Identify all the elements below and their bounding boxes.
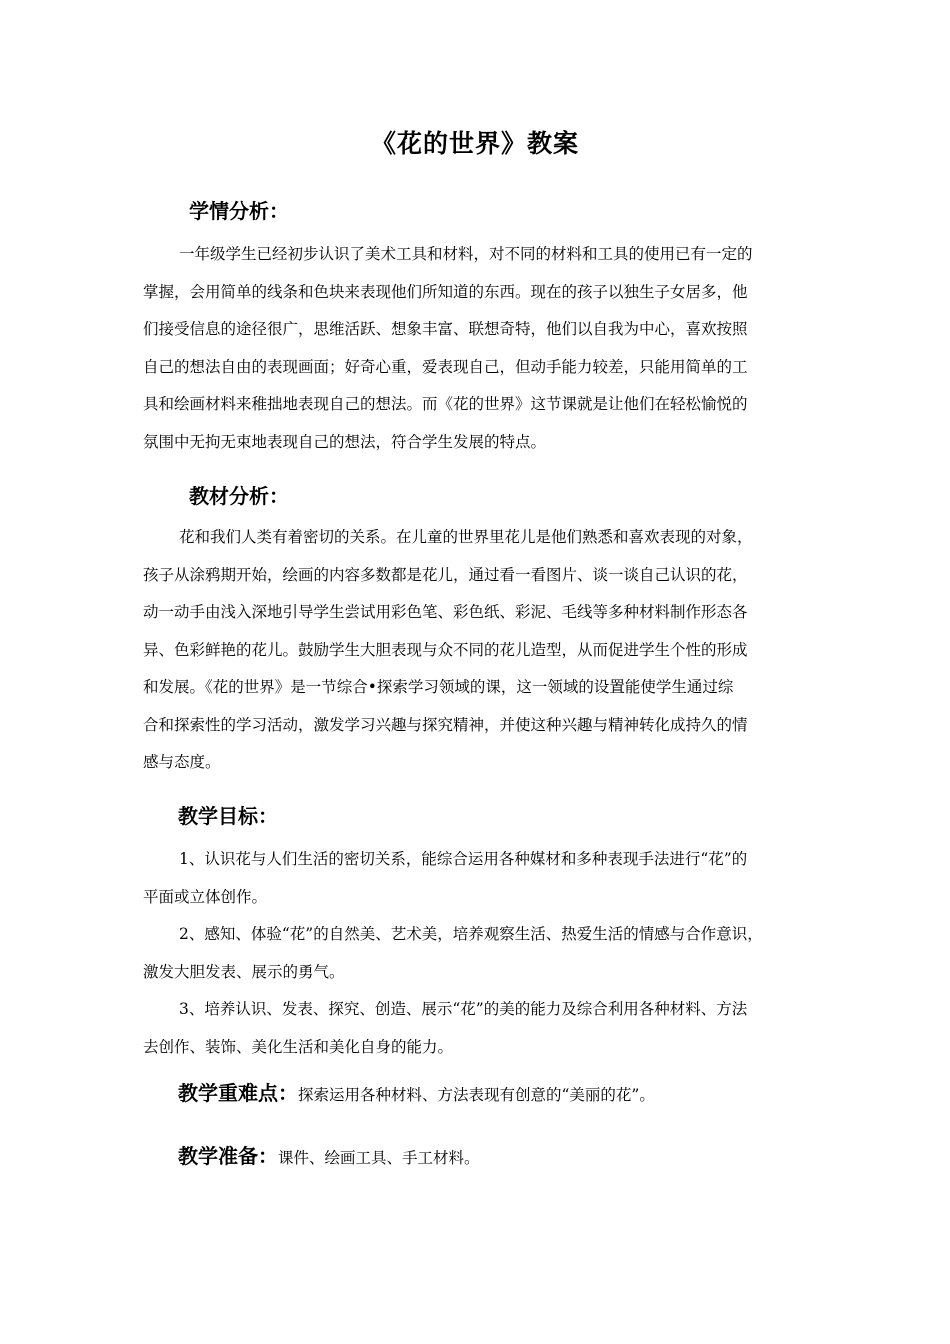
paragraph-line: 孩子从涂鸦期开始，绘画的内容多数都是花儿，通过看一看图片、谈一谈自己认识的花， (143, 565, 748, 584)
paragraph-line: 和发展。《花的世界》是一节综合•探索学习领域的课，这一领域的设置能使学生通过综 (143, 678, 734, 696)
key-points-text: 探索运用各种材料、方法表现有创意的“美丽的花”。 (298, 1086, 655, 1104)
preparation-text: 课件、绘画工具、手工材料。 (278, 1149, 480, 1167)
key-points-row (178, 1077, 655, 1106)
objective-item: 1、认识花与人们生活的密切关系，能综合运用各种媒材和多种表现手法进行“花”的 (179, 850, 748, 868)
objective-item-continued: 去创作、装饰、美化生活和美化自身的能力。 (143, 1037, 454, 1056)
objectives-heading: 教学目标： (178, 804, 278, 828)
paragraph-line: 异、色彩鲜艳的花儿。鼓励学生大胆表现与众不同的花儿造型，从而促进学生个性的形成 (143, 640, 748, 659)
key-points-heading: 教学重难点： (178, 1081, 298, 1105)
paragraph-line: 自己的想法自由的表现画面；好奇心重，爱表现自己，但动手能力较差，只能用简单的工 (143, 357, 748, 376)
paragraph-line: 掌握，会用简单的线条和色块来表现他们所知道的东西。现在的孩子以独生子女居多，他 (143, 282, 748, 301)
paragraph-line: 动一动手由浅入深地引导学生尝试用彩色笔、彩色纸、彩泥、毛线等多种材料制作形态各 (143, 603, 748, 621)
objective-item-continued: 平面或立体创作。 (143, 887, 268, 906)
preparation-row (178, 1140, 480, 1169)
paragraph-line: 们接受信息的途径很广，思维活跃、想象丰富、联想奇特，他们以自我为中心，喜欢按照 (143, 320, 748, 338)
paragraph-line: 氛围中无拘无束地表现自己的想法，符合学生发展的特点。 (143, 432, 547, 451)
objective-item: 3、培养认识、发表、探究、创造、展示“花”的美的能力及综合利用各种材料、方法 (179, 1000, 748, 1018)
student-analysis-paragraph (143, 236, 811, 461)
paragraph-line: 感与态度。 (143, 753, 221, 771)
material-analysis-paragraph (143, 519, 811, 782)
paragraph-line: 具和绘画材料来稚拙地表现自己的想法。而《花的世界》这节课就是让他们在轻松愉悦的 (143, 395, 748, 413)
preparation-heading: 教学准备： (178, 1144, 278, 1168)
student-analysis-heading: 学情分析： (189, 199, 289, 223)
paragraph-line: 合和探索性的学习活动，激发学习兴趣与探究精神，并使这种兴趣与精神转化成持久的情 (143, 715, 748, 734)
paragraph-line: 花和我们人类有着密切的关系。在儿童的世界里花儿是他们熟悉和喜欢表现的对象， (179, 528, 753, 546)
objective-item-continued: 激发大胆发表、展示的勇气。 (143, 962, 345, 981)
document-title: 《花的世界》教案 (370, 129, 579, 158)
objective-item: 2、感知、体验“花”的自然美、艺术美，培养观察生活、热爱生活的情感与合作意识， (179, 925, 763, 943)
material-analysis-heading: 教材分析： (189, 484, 289, 508)
paragraph-line: 一年级学生已经初步认识了美术工具和材料，对不同的材料和工具的使用已有一定的 (179, 245, 753, 263)
objectives-list (143, 841, 811, 1066)
